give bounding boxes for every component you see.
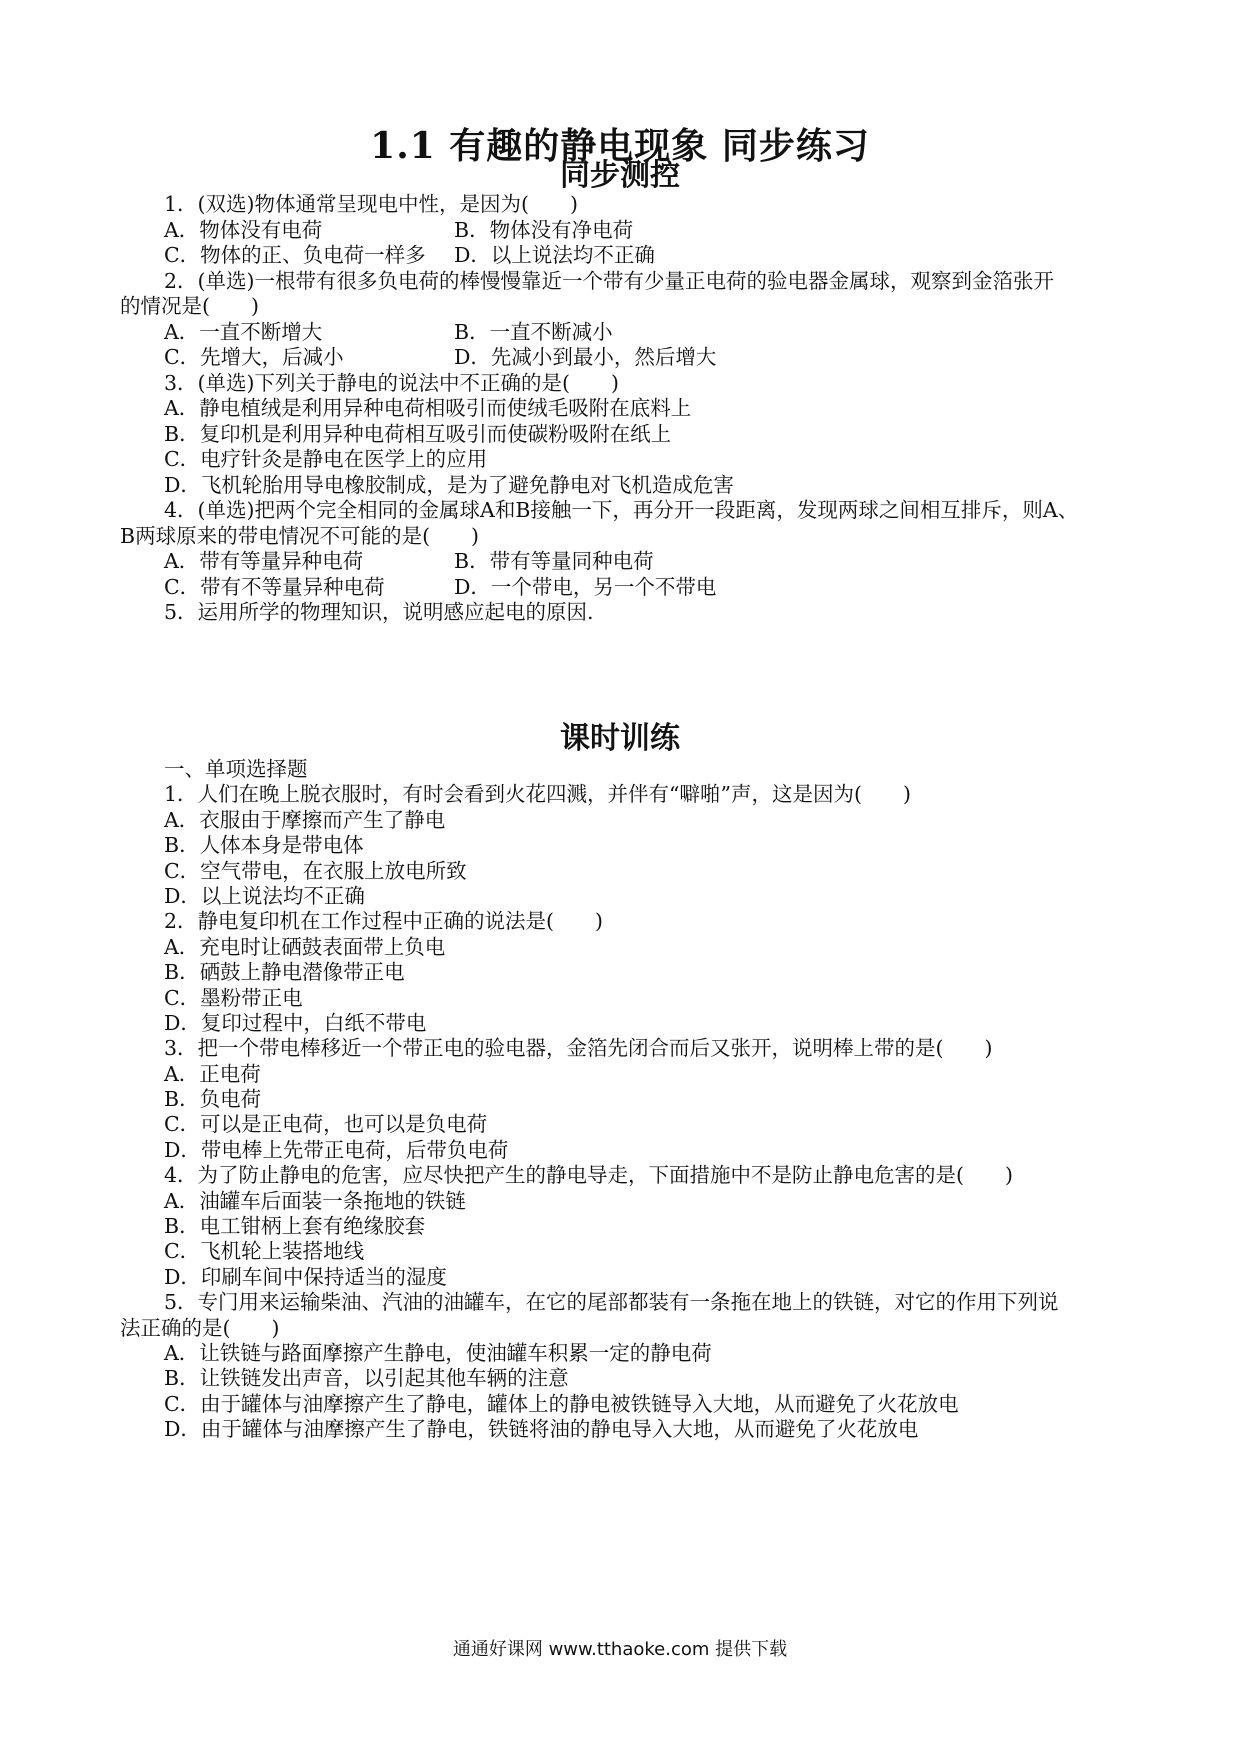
question-text: 1．(双选)物体通常呈现电中性，是因为( ) — [164, 192, 579, 216]
option-row — [120, 243, 1130, 269]
option-text: A．油罐车后面装一条拖地的铁链 — [164, 1188, 466, 1213]
option-text: C．先增大，后减小 — [164, 345, 344, 369]
option-text: D．复印过程中，白纸不带电 — [164, 1010, 427, 1035]
question-text: 5．专门用来运输柴油、汽油的油罐车，在它的尾部都装有一条拖在地上的铁链，对它的作用下列说 — [164, 1290, 1059, 1315]
option-row — [120, 549, 1130, 575]
option-text: B．让铁链发出声音，以引起其他车辆的注意 — [164, 1366, 569, 1391]
option-text: B．人体本身是带电体 — [164, 833, 364, 858]
option-text: A．正电荷 — [164, 1061, 261, 1086]
option-text: B．负电荷 — [164, 1087, 262, 1112]
question-text: 3．把一个带电棒移近一个带正电的验电器，金箔先闭合而后又张开，说明棒上带的是( ) — [164, 1036, 993, 1061]
option-text: A．一直不断增大 — [164, 319, 323, 344]
option-text: C．飞机轮上装搭地线 — [164, 1239, 365, 1264]
question-text: 4．(单选)把两个完全相同的金属球A和B接触一下，再分开一段距离，发现两球之间相互排斥，则A、 — [164, 498, 1079, 522]
option-text: B．带有等量同种电荷 — [454, 549, 654, 573]
question-text: 4．为了防止静电的危害，应尽快把产生的静电导走，下面措施中不是防止静电危害的是( ) — [164, 1163, 1014, 1188]
option-text: C．可以是正电荷，也可以是负电荷 — [164, 1112, 488, 1137]
option-text: D．印刷车间中保持适当的湿度 — [164, 1264, 447, 1289]
option-row — [120, 345, 1130, 371]
section-training-questions — [120, 757, 1130, 1443]
option-text: D．先减小到最小，然后增大 — [454, 345, 717, 369]
option-text: A．静电植绒是利用异种电荷相吸引而使绒毛吸附在底料上 — [164, 396, 692, 420]
question-text: 2．静电复印机在工作过程中正确的说法是( ) — [164, 909, 604, 934]
question-text: 一、单项选择题 — [164, 757, 308, 781]
option-text: C．带有不等量异种电荷 — [164, 574, 385, 599]
option-text: A．让铁链与路面摩擦产生静电，使油罐车积累一定的静电荷 — [164, 1340, 712, 1365]
question-text: 5．运用所学的物理知识，说明感应起电的原因. — [164, 600, 594, 624]
question-continuation: 法正确的是( ) — [120, 1315, 280, 1340]
option-text: B．一直不断减小 — [454, 319, 613, 344]
option-text: C．电疗针灸是静电在医学上的应用 — [164, 447, 488, 471]
option-text: D．以上说法均不正确 — [454, 243, 655, 267]
page-footer: 通通好课网 www.tthaoke.com 提供下载 — [452, 1639, 788, 1660]
section-sync-questions — [120, 192, 1130, 626]
option-row — [120, 575, 1130, 601]
option-text: A．衣服由于摩擦而产生了静电 — [164, 807, 446, 832]
option-text: A．充电时让硒鼓表面带上负电 — [164, 934, 446, 959]
option-text: D．一个带电，另一个不带电 — [454, 574, 717, 599]
option-text: C．墨粉带正电 — [164, 985, 303, 1010]
question-continuation: 的情况是( ) — [120, 294, 259, 318]
section-heading-sync: 同步测控 — [560, 158, 680, 193]
question-continuation: B两球原来的带电情况不可能的是( ) — [120, 523, 480, 548]
section-heading-training: 课时训练 — [560, 721, 680, 756]
option-text: A．物体没有电荷 — [164, 217, 323, 242]
option-text: D．以上说法均不正确 — [164, 883, 365, 908]
option-row — [120, 218, 1130, 244]
option-text: D．飞机轮胎用导电橡胶制成，是为了避免静电对飞机造成危害 — [164, 472, 734, 497]
option-text: B．复印机是利用异种电荷相互吸引而使碳粉吸附在纸上 — [164, 421, 672, 446]
question-text: 2．(单选)一根带有很多负电荷的棒慢慢靠近一个带有少量正电荷的验电器金属球，观察到金箔张开 — [164, 268, 1055, 293]
option-text: C．物体的正、负电荷一样多 — [164, 243, 426, 267]
option-text: D．由于罐体与油摩擦产生了静电，铁链将油的静电导入大地，从而避免了火花放电 — [164, 1417, 919, 1442]
option-text: B．硒鼓上静电潜像带正电 — [164, 960, 405, 985]
option-text: B．物体没有净电荷 — [454, 217, 634, 242]
option-text: C．空气带电，在衣服上放电所致 — [164, 858, 467, 883]
option-row — [120, 320, 1130, 346]
question-text: 1．人们在晚上脱衣服时，有时会看到火花四溅，并伴有“噼啪”声，这是因为( ) — [164, 782, 911, 807]
option-text: D．带电棒上先带正电荷，后带负电荷 — [164, 1137, 509, 1162]
page-title: 1.1 有趣的静电现象 同步练习 — [370, 125, 870, 167]
question-text: 3．(单选)下列关于静电的说法中不正确的是( ) — [164, 370, 620, 395]
option-text: B．电工钳柄上套有绝缘胶套 — [164, 1214, 426, 1239]
option-text: A．带有等量异种电荷 — [164, 549, 364, 573]
option-text: C．由于罐体与油摩擦产生了静电，罐体上的静电被铁链导入大地，从而避免了火花放电 — [164, 1391, 959, 1416]
